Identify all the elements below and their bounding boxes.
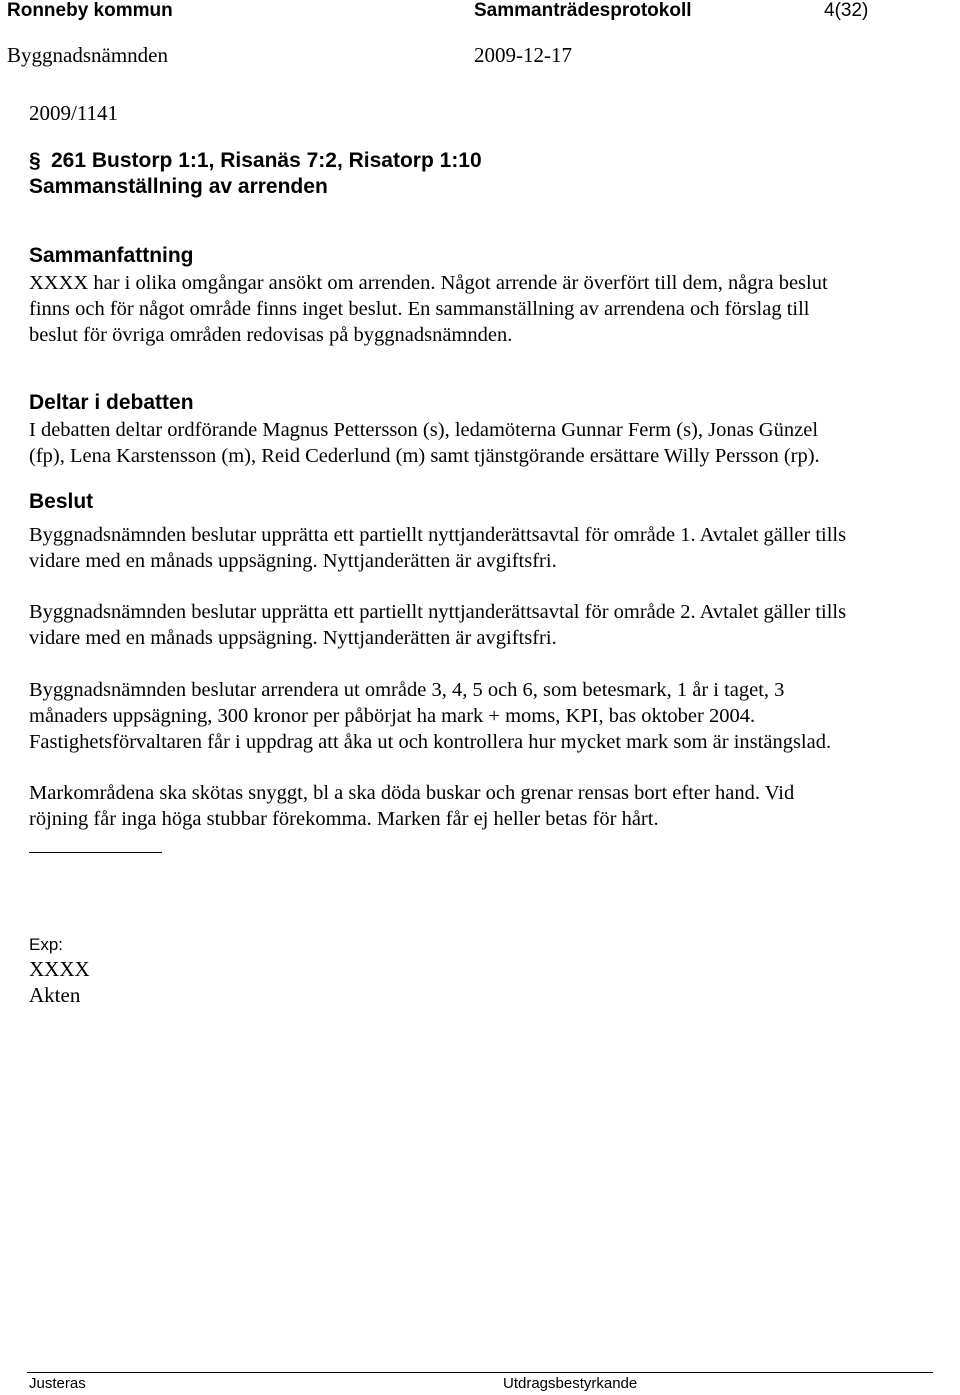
expedition-recipient: XXXX xyxy=(29,957,90,981)
decision-line: Byggnadsnämnden beslutar arrendera ut område 3, 4, 5 och 6, som betesmark, 1 år i taget, 3 xyxy=(29,679,785,701)
expedition-recipients xyxy=(29,956,90,1008)
decision-paragraph-1 xyxy=(29,522,846,574)
decision-line: Byggnadsnämnden beslutar upprätta ett partiellt nyttjanderättsavtal för område 1. Avtalet gäller tills xyxy=(29,524,847,546)
separator-line xyxy=(29,852,162,853)
case-title xyxy=(29,148,482,200)
debate-heading: Deltar i debatten xyxy=(29,391,194,414)
decision-paragraph-2 xyxy=(29,599,846,651)
decision-line: Markområdena ska skötas snyggt, bl a ska döda buskar och grenar rensas bort efter hand. Vid xyxy=(29,782,795,804)
summary-text xyxy=(29,270,828,348)
summary-heading: Sammanfattning xyxy=(29,244,194,267)
footer-utdragsbestyrkande: Utdragsbestyrkande xyxy=(503,1375,638,1392)
decision-line: vidare med en månads uppsägning. Nyttjanderätten är avgiftsfri. xyxy=(29,627,557,649)
decision-paragraph-4 xyxy=(29,780,794,832)
expedition-label: Exp: xyxy=(29,935,64,954)
debate-text xyxy=(29,417,820,469)
page-number: 4(32) xyxy=(824,0,869,21)
footer-justeras: Justeras xyxy=(29,1375,86,1392)
document-type: Sammanträdesprotokoll xyxy=(474,0,692,21)
debate-line: (fp), Lena Karstensson (m), Reid Cederlund (m) samt tjänstgörande ersättare Willy Persson (rp). xyxy=(29,445,820,467)
meeting-date: 2009-12-17 xyxy=(474,43,572,67)
decision-line: månaders uppsägning, 300 kronor per påbörjat ha mark + moms, KPI, bas oktober 2004. xyxy=(29,705,756,727)
debate-line: I debatten deltar ordförande Magnus Pettersson (s), ledamöterna Gunnar Ferm (s), Jonas Günzel xyxy=(29,419,819,441)
municipality-name: Ronneby kommun xyxy=(7,0,173,21)
section-symbol: § xyxy=(29,149,41,172)
decision-heading: Beslut xyxy=(29,490,94,513)
decision-line: Fastighetsförvaltaren får i uppdrag att åka ut och kontrollera hur mycket mark som är instängslad. xyxy=(29,731,832,753)
case-title-line-1: 261 Bustorp 1:1, Risanäs 7:2, Risatorp 1:10 xyxy=(51,149,482,172)
case-title-line-2: Sammanställning av arrenden xyxy=(29,175,328,198)
decision-line: röjning får inga höga stubbar förekomma. Marken får ej heller betas för hårt. xyxy=(29,808,659,830)
board-name: Byggnadsnämnden xyxy=(7,43,168,67)
summary-line: beslut för övriga områden redovisas på byggnadsnämnden. xyxy=(29,324,513,346)
footer-rule xyxy=(27,1372,933,1373)
case-number: 2009/1141 xyxy=(29,101,119,125)
summary-line: XXXX har i olika omgångar ansökt om arrenden. Något arrende är överfört till dem, några beslut xyxy=(29,272,828,294)
decision-paragraph-3 xyxy=(29,677,831,755)
decision-line: Byggnadsnämnden beslutar upprätta ett partiellt nyttjanderättsavtal för område 2. Avtalet gäller tills xyxy=(29,601,847,623)
expedition-recipient: Akten xyxy=(29,983,81,1007)
decision-line: vidare med en månads uppsägning. Nyttjanderätten är avgiftsfri. xyxy=(29,550,557,572)
summary-line: finns och för något område finns inget beslut. En sammanställning av arrendena och förslag till xyxy=(29,298,810,320)
